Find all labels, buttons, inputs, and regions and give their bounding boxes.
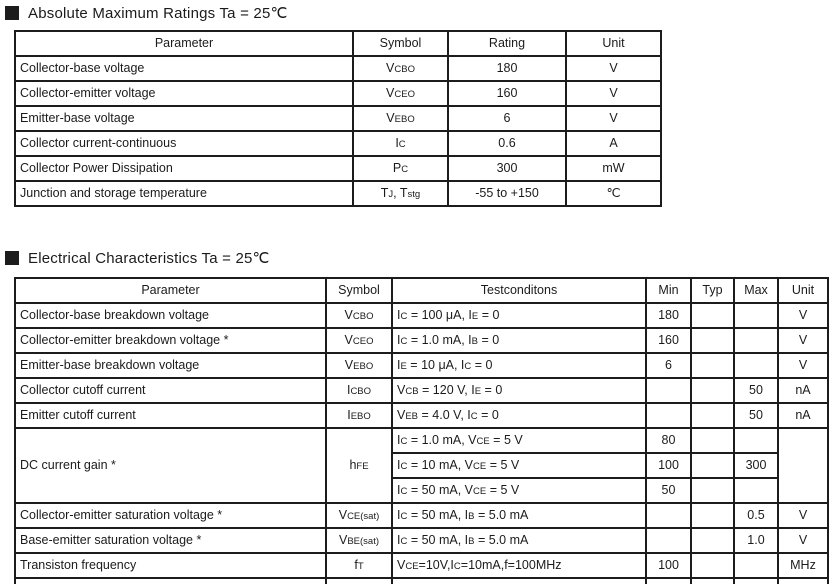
elec-char-section-heading xyxy=(5,250,833,266)
unit-cell: A xyxy=(566,131,661,156)
subscript: EBO xyxy=(350,410,371,422)
column-header-testconditons: Testconditons xyxy=(392,278,646,303)
subscript: CBO xyxy=(352,310,374,322)
conditions-cell: IC = 50 mA, VCE = 5 V xyxy=(392,478,646,503)
parameter-cell: Transiston frequency xyxy=(15,553,326,578)
max-cell xyxy=(734,428,778,453)
min-cell: 180 xyxy=(646,303,691,328)
conditions-cell: VCB = 120 V, IE = 0 xyxy=(392,378,646,403)
table-row xyxy=(15,106,661,131)
parameter-cell: Collector current-continuous xyxy=(15,131,353,156)
unit-cell: MHz xyxy=(778,553,828,578)
subscript: C xyxy=(470,410,478,422)
subscript: C xyxy=(464,360,472,372)
symbol-cell: VCE(sat) xyxy=(326,503,392,528)
subscript: E xyxy=(474,385,482,397)
parameter-cell: Collector-base breakdown voltage xyxy=(15,303,326,328)
rating-cell: 160 xyxy=(448,81,566,106)
typ-cell xyxy=(691,353,734,378)
conditions-cell: IC = 50 mA, IB = 5.0 mA xyxy=(392,503,646,528)
unit-cell: V xyxy=(778,503,828,528)
cutoff-cell xyxy=(691,578,734,584)
subscript: CBO xyxy=(394,63,415,75)
subscript: C xyxy=(401,163,409,175)
subscript: CE xyxy=(476,435,490,447)
table-row xyxy=(15,328,828,353)
parameter-cell: Collector-emitter breakdown voltage * xyxy=(15,328,326,353)
subscript: CE xyxy=(473,485,487,497)
filled-square-icon xyxy=(5,6,19,20)
subscript: EBO xyxy=(394,113,415,125)
elec-char-header-row xyxy=(15,278,828,303)
subscript: E xyxy=(471,310,479,322)
unit-cell: V xyxy=(778,303,828,328)
subscript: EB xyxy=(405,410,419,422)
symbol-cell: TJ, Tstg xyxy=(353,181,448,206)
symbol-cell: ICBO xyxy=(326,378,392,403)
column-header-unit: Unit xyxy=(778,278,828,303)
min-cell: 80 xyxy=(646,428,691,453)
typ-cell xyxy=(691,303,734,328)
max-cell xyxy=(734,303,778,328)
typ-cell xyxy=(691,528,734,553)
max-cell xyxy=(734,353,778,378)
subscript: CE xyxy=(405,560,419,572)
rating-cell: 180 xyxy=(448,56,566,81)
column-header-typ: Typ xyxy=(691,278,734,303)
table-row xyxy=(15,56,661,81)
parameter-cell: Collector-base voltage xyxy=(15,56,353,81)
subscript: C xyxy=(400,510,408,522)
subscript: J xyxy=(388,188,394,200)
subscript: FE xyxy=(356,460,369,472)
min-cell: 100 xyxy=(646,553,691,578)
subscript: EBO xyxy=(353,360,374,372)
cutoff-cell xyxy=(734,578,778,584)
min-cell xyxy=(646,403,691,428)
table-row xyxy=(15,131,661,156)
subscript: CE(sat) xyxy=(347,510,380,522)
symbol-cell: VEBO xyxy=(326,353,392,378)
symbol-cell: VBE(sat) xyxy=(326,528,392,553)
max-cell: 50 xyxy=(734,403,778,428)
parameter-cell: Collector-emitter voltage xyxy=(15,81,353,106)
parameter-cell: Junction and storage temperature xyxy=(15,181,353,206)
cutoff-row xyxy=(15,578,828,584)
typ-cell xyxy=(691,553,734,578)
conditions-cell: VCE=10V,IC=10mA,f=100MHz xyxy=(392,553,646,578)
table-row xyxy=(15,156,661,181)
subscript: E xyxy=(400,360,407,372)
section-title: Electrical Characteristics Ta = 25℃ xyxy=(28,250,270,267)
unit-cell: nA xyxy=(778,378,828,403)
table-row xyxy=(15,528,828,553)
subscript: CEO xyxy=(394,88,415,100)
typ-cell xyxy=(691,328,734,353)
typ-cell xyxy=(691,503,734,528)
max-cell xyxy=(734,553,778,578)
abs-max-table-head xyxy=(15,31,661,56)
subscript: C xyxy=(400,310,408,322)
subscript: CB xyxy=(405,385,419,397)
max-cell: 1.0 xyxy=(734,528,778,553)
cutoff-cell xyxy=(15,578,326,584)
min-cell: 50 xyxy=(646,478,691,503)
min-cell xyxy=(646,503,691,528)
conditions-cell: IC = 1.0 mA, VCE = 5 V xyxy=(392,428,646,453)
symbol-cell: VCEO xyxy=(326,328,392,353)
typ-cell xyxy=(691,378,734,403)
subscript: stg xyxy=(407,188,421,200)
parameter-cell: Emitter cutoff current xyxy=(15,403,326,428)
min-cell: 6 xyxy=(646,353,691,378)
conditions-cell: IC = 10 mA, VCE = 5 V xyxy=(392,453,646,478)
symbol-cell: PC xyxy=(353,156,448,181)
unit-cell: V xyxy=(778,328,828,353)
column-header-parameter: Parameter xyxy=(15,278,326,303)
unit-cell: V xyxy=(778,353,828,378)
abs-max-header-row xyxy=(15,31,661,56)
rating-cell: 300 xyxy=(448,156,566,181)
column-header-parameter: Parameter xyxy=(15,31,353,56)
column-header-symbol: Symbol xyxy=(353,31,448,56)
parameter-cell: Collector Power Dissipation xyxy=(15,156,353,181)
max-cell: 50 xyxy=(734,378,778,403)
abs-max-section-heading xyxy=(5,0,833,21)
max-cell: 0.5 xyxy=(734,503,778,528)
unit-cell: ℃ xyxy=(566,181,661,206)
unit-cell xyxy=(778,428,828,503)
typ-cell xyxy=(691,478,734,503)
parameter-cell: Collector-emitter saturation voltage * xyxy=(15,503,326,528)
subscript: B xyxy=(468,510,475,522)
abs-max-ratings-section xyxy=(0,0,833,207)
column-header-min: Min xyxy=(646,278,691,303)
symbol-cell: VCBO xyxy=(353,56,448,81)
cutoff-cell xyxy=(778,578,828,584)
parameter-cell: Base-emitter saturation voltage * xyxy=(15,528,326,553)
subscript: BE(sat) xyxy=(347,535,380,547)
abs-max-table-body xyxy=(15,56,661,206)
table-row xyxy=(15,553,828,578)
unit-cell: V xyxy=(566,106,661,131)
subscript: C xyxy=(400,535,408,547)
subscript: CBO xyxy=(350,385,372,397)
cutoff-cell xyxy=(646,578,691,584)
symbol-cell: IC xyxy=(353,131,448,156)
subscript: CE xyxy=(473,460,487,472)
max-cell xyxy=(734,328,778,353)
rating-cell: 6 xyxy=(448,106,566,131)
symbol-cell: fT xyxy=(326,553,392,578)
table-row xyxy=(15,428,828,453)
max-cell xyxy=(734,478,778,503)
conditions-cell: IC = 50 mA, IB = 5.0 mA xyxy=(392,528,646,553)
section-title: Absolute Maximum Ratings Ta = 25℃ xyxy=(28,5,288,22)
table-row xyxy=(15,403,828,428)
subscript: C xyxy=(400,485,408,497)
conditions-cell: IC = 1.0 mA, IB = 0 xyxy=(392,328,646,353)
parameter-cell: Emitter-base breakdown voltage xyxy=(15,353,326,378)
min-cell: 160 xyxy=(646,328,691,353)
subscript: B xyxy=(468,535,475,547)
parameter-cell: DC current gain * xyxy=(15,428,326,503)
unit-cell: V xyxy=(566,81,661,106)
typ-cell xyxy=(691,428,734,453)
electrical-characteristics-section xyxy=(0,250,833,584)
table-row xyxy=(15,81,661,106)
filled-square-icon xyxy=(5,251,19,265)
column-header-max: Max xyxy=(734,278,778,303)
parameter-cell: Emitter-base voltage xyxy=(15,106,353,131)
column-header-symbol: Symbol xyxy=(326,278,392,303)
unit-cell: nA xyxy=(778,403,828,428)
rating-cell: -55 to +150 xyxy=(448,181,566,206)
cutoff-cell xyxy=(326,578,392,584)
subscript: C xyxy=(398,138,406,150)
unit-cell: V xyxy=(566,56,661,81)
typ-cell xyxy=(691,403,734,428)
unit-cell: V xyxy=(778,528,828,553)
parameter-cell: Collector cutoff current xyxy=(15,378,326,403)
abs-max-table xyxy=(14,30,662,207)
table-row xyxy=(15,303,828,328)
elec-char-table xyxy=(14,277,829,584)
subscript: C xyxy=(400,435,408,447)
symbol-cell: VCEO xyxy=(353,81,448,106)
symbol-cell: VEBO xyxy=(353,106,448,131)
min-cell xyxy=(646,378,691,403)
min-cell: 100 xyxy=(646,453,691,478)
rating-cell: 0.6 xyxy=(448,131,566,156)
symbol-cell: IEBO xyxy=(326,403,392,428)
typ-cell xyxy=(691,453,734,478)
table-row xyxy=(15,378,828,403)
min-cell xyxy=(646,528,691,553)
subscript: B xyxy=(471,335,478,347)
symbol-cell: hFE xyxy=(326,428,392,503)
table-row xyxy=(15,503,828,528)
column-header-rating: Rating xyxy=(448,31,566,56)
conditions-cell: IE = 10 μA, IC = 0 xyxy=(392,353,646,378)
column-header-unit: Unit xyxy=(566,31,661,56)
cutoff-cell xyxy=(392,578,646,584)
subscript: C xyxy=(400,335,408,347)
table-row xyxy=(15,353,828,378)
unit-cell: mW xyxy=(566,156,661,181)
max-cell: 300 xyxy=(734,453,778,478)
subscript: T xyxy=(357,560,364,572)
subscript: CEO xyxy=(352,335,374,347)
elec-char-table-body xyxy=(15,303,828,584)
subscript: C xyxy=(400,460,408,472)
elec-char-table-head xyxy=(15,278,828,303)
table-row xyxy=(15,181,661,206)
conditions-cell: IC = 100 μA, IE = 0 xyxy=(392,303,646,328)
conditions-cell: VEB = 4.0 V, IC = 0 xyxy=(392,403,646,428)
subscript: C xyxy=(453,560,461,572)
symbol-cell: VCBO xyxy=(326,303,392,328)
